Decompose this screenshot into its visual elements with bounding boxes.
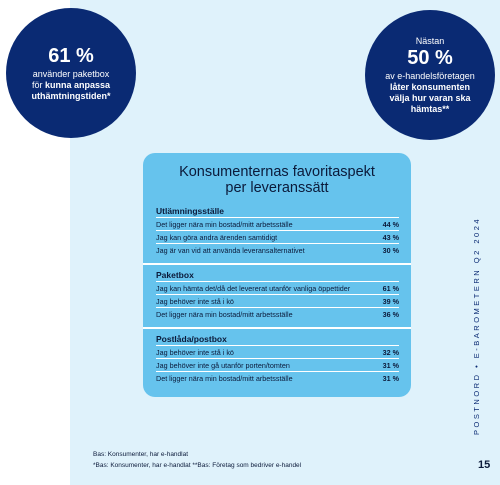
footnote-detail: *Bas: Konsumenter, har e-handlat **Bas: Företag som bedriver e-handel [93,462,302,469]
section-title: Utlämningsställe [156,206,225,216]
table-row: Jag behöver inte gå utanför porten/tomten 31 % [156,358,399,371]
stat-right-value: 50 % [407,46,453,69]
table-row: Jag behöver inte stå i kö 39 % [156,294,399,307]
stat-right-prefix: Nästan [415,35,445,46]
table-row: Jag är van vid att använda leveransalternativet 30 % [156,243,399,256]
table-row: Det ligger nära min bostad/mitt arbetsställe 31 % [156,371,399,384]
table-row: Jag kan göra andra ärenden samtidigt 43 % [156,230,399,243]
stat-circle-right [365,10,495,140]
stat-left-text: använder paketbox för kunna anpassa uthämtningstiden* [31,68,111,101]
page-number: 15 [478,459,491,471]
footnote-base: Bas: Konsumenter, har e-handlat [93,451,189,458]
stat-right-text: av e-handelsföretagen låter konsumenten välja hur varan ska hämtas** [385,70,475,114]
section-paketbox [143,269,411,320]
stat-left-value: 61 % [48,44,94,67]
section-divider [143,263,411,265]
side-running-head: POSTNORD • E-BAROMETERN Q2 2024 [472,216,481,435]
section-title: Postlåda/postbox [156,334,227,344]
table-row: Det ligger nära min bostad/mitt arbetsställe 36 % [156,307,399,320]
table-row: Jag behöver inte stå i kö 32 % [156,345,399,358]
section-title: Paketbox [156,270,194,280]
stat-circle-left [6,8,136,138]
section-utlamningsstalle [143,205,411,256]
section-divider [143,327,411,329]
section-postlada [143,333,411,384]
table-row: Jag kan hämta det/då det levererat utanför vanliga öppettider 61 % [156,281,399,294]
card-title: Konsumenternas favoritaspekt per leveranssätt [179,164,375,196]
favorite-aspect-card [143,153,411,397]
table-row: Det ligger nära min bostad/mitt arbetsställe 44 % [156,217,399,230]
